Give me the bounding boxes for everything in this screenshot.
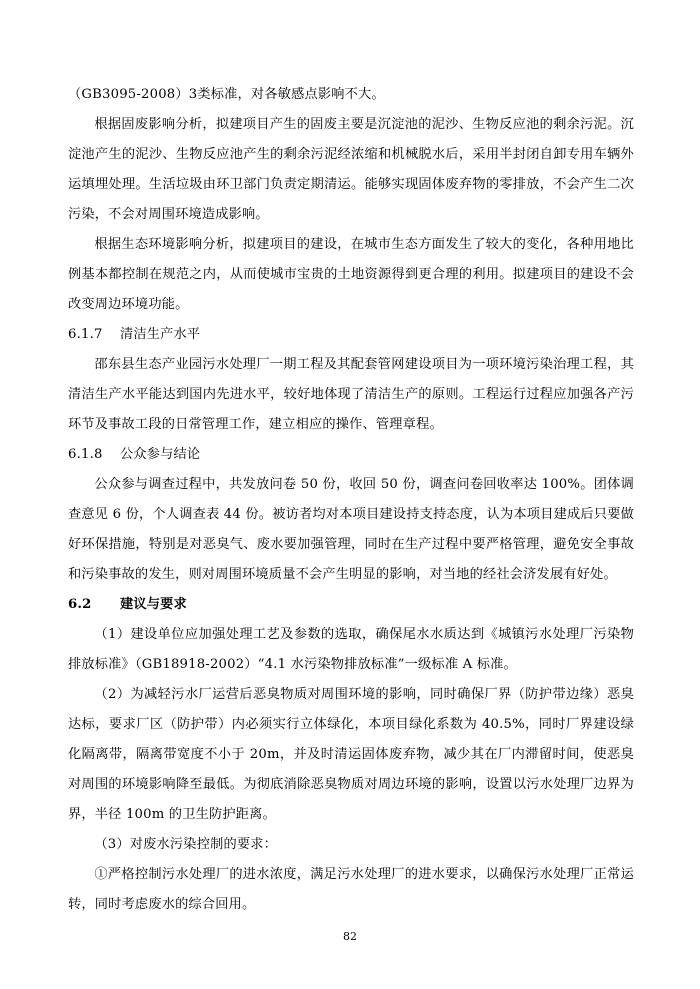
page-number: 82: [343, 930, 357, 943]
paragraph: ①严格控制污水处理厂的进水浓度，满足污水处理厂的进水要求，以确保污水处理厂正常运转，同时考虑废水的综合回用。: [68, 867, 634, 912]
heading-title: 建议与要求: [120, 597, 187, 612]
paragraph: （GB3095-2008）3类标准，对各敏感点影响不大。: [68, 87, 385, 102]
section-heading-6-1-7: [68, 320, 634, 350]
page-body: [68, 80, 634, 920]
paragraph: 根据生态环境影响分析，拟建项目的建设，在城市生态方面发生了较大的变化，各种用地比例基本都控制在规范之内，从而使城市宝贵的土地资源得到更合理的利用。拟建项目的建设不会改变周边环境功能。: [68, 237, 634, 312]
paragraph: 根据固废影响分析，拟建项目产生的固废主要是沉淀池的泥沙、生物反应池的剩余污泥。沉淀池产生的泥沙、生物反应池产生的剩余污泥经浓缩和机械脱水后，采用半封闭自卸专用车辆外运填埋处理。生活垃圾由环卫部门负责定期清运。能够实现固体废弃物的零排放，不会产生二次污染，不会对周围环境造成影响。: [68, 117, 634, 222]
section-heading-6-1-8: [68, 440, 634, 470]
section-heading-6-2: [68, 590, 634, 620]
paragraph: 公众参与调查过程中，共发放问卷 50 份，收回 50 份，调查问卷回收率达 100%。团体调查意见 6 份，个人调查表 44 份。被访者均对本项目建设持支持态度，认为本项目建成后只要做好环保措施，特别是对恶臭气、废水要加强管理，同时在生产过程中要严格管理，避免安全事故和污染事故的发生，则对周围环境质量不会产生明显的影响，对当地的经社会济发展有好处。: [68, 477, 634, 582]
heading-title: 公众参与结论: [120, 447, 201, 462]
paragraph: （3）对废水污染控制的要求：: [94, 837, 278, 852]
paragraph: （1）建设单位应加强处理工艺及参数的选取，确保尾水水质达到《城镇污水处理厂污染物排放标准》（GB18918-2002）“4.1 水污染物排放标准”一级标准 A 标准。: [68, 627, 634, 672]
heading-number: 6.1.8: [68, 447, 103, 462]
paragraph: （2）为减轻污水厂运营后恶臭物质对周围环境的影响，同时确保厂界（防护带边缘）恶臭达标，要求厂区（防护带）内必须实行立体绿化，本项目绿化系数为 40.5%，同时厂界建设绿化隔离带，隔离带宽度不小于 20m，并及时清运固体废弃物，减少其在厂内滞留时间，使恶臭对周围的环境影响降至最低。为彻底消除恶臭物质对周边环境的影响，设置以污水处理厂边界为界，半径 100m 的卫生防护距离。: [68, 687, 634, 822]
paragraph: 邵东县生态产业园污水处理厂一期工程及其配套管网建设项目为一项环境污染治理工程，其清洁生产水平能达到国内先进水平，较好地体现了清洁生产的原则。工程运行过程应加强各产污环节及事故工段的日常管理工作，建立相应的操作、管理章程。: [68, 357, 634, 432]
heading-number: 6.2: [68, 597, 92, 612]
heading-number: 6.1.7: [68, 327, 103, 342]
heading-title: 清洁生产水平: [120, 327, 201, 342]
